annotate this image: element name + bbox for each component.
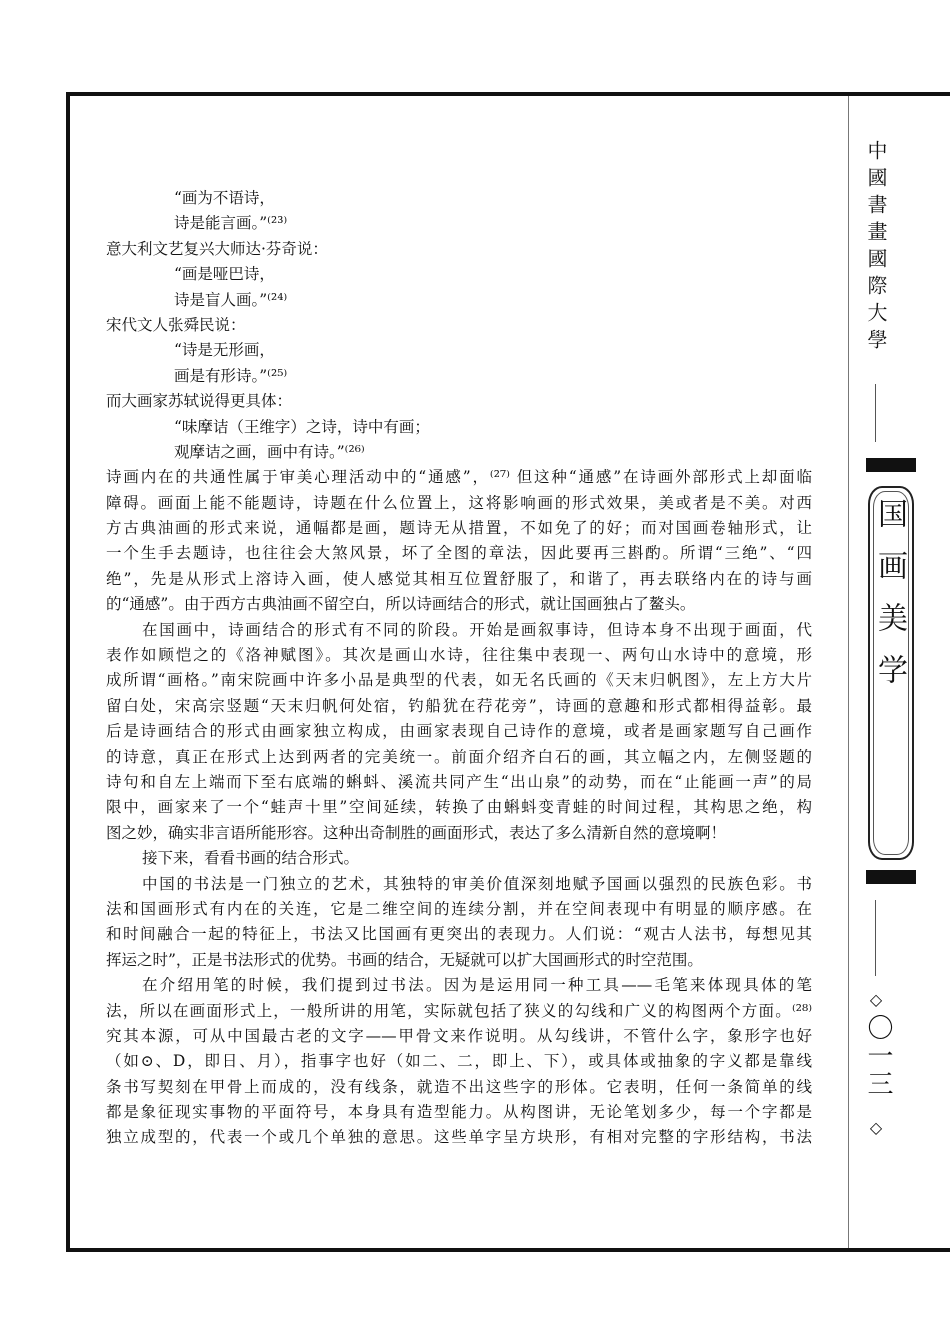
- text-line: 限中，画家来了一个“蛙声十里”空间延续，转换了由蝌蚪变青蛙的时间过程，其构思之绝，构: [106, 798, 812, 817]
- page-frame-top: [66, 92, 950, 96]
- text-line: 障碍。画面上能不能题诗，诗题在什么位置上，这将影响画的形式效果，美或者是不美。对西: [106, 493, 812, 512]
- panel-bar-bottom: [866, 870, 916, 884]
- text-line: 都是象征现实事物的平面符号，本身具有造型能力。从构图讲，无论笔划多少，每一个字都是: [106, 1103, 812, 1122]
- text-line: 法，所以在画面形式上，一般所讲的用笔，实际就包括了狭义的勾线和广义的构图两个方面。⁽²⁸⁾: [106, 1001, 812, 1020]
- text-line: 接下来，看看书画的结合形式。: [142, 849, 360, 868]
- text-line: 诗是能言画。”⁽²³⁾: [174, 214, 288, 233]
- text-line: 诗画内在的共通性属于审美心理活动中的“通感”，⁽²⁷⁾ 但这种“通感”在诗画外部形式上却面临: [106, 468, 812, 487]
- text-line: 中国的书法是一门独立的艺术，其独特的审美价值深刻地赋予国画以强烈的民族色彩。书: [142, 874, 812, 893]
- page-frame-bottom: [66, 1248, 950, 1252]
- book-title-panel: [866, 458, 916, 884]
- text-line: 方古典油画的形式来说，通幅都是画，题诗无从措置，不如免了的好；而对国画卷轴形式，让: [106, 519, 812, 538]
- text-line: 诗句和自左上端而下至右底端的蝌蚪、溪流共同产生“出山泉”的动势，而在“止能画一声”的局: [106, 772, 812, 791]
- side-connector-bottom: [875, 900, 876, 976]
- text-line: 在介绍用笔的时候，我们提到过书法。因为是运用同一种工具——毛笔来体现具体的笔: [142, 976, 812, 995]
- text-line: 画是有形诗。”⁽²⁵⁾: [174, 366, 288, 385]
- school-name: 中國書畫國際大學: [864, 140, 888, 356]
- page-number: 〇一三: [863, 1014, 893, 1098]
- text-line: 和时间融合一起的特征上，书法又比国画有更突出的表现力。人们说：“观古人法书，每想见其: [106, 925, 812, 944]
- text-line: 而大画家苏轼说得更具体：: [106, 392, 293, 411]
- ornament-diamond-bottom: ◇: [869, 1118, 883, 1137]
- text-line: 诗是盲人画。”⁽²⁴⁾: [174, 290, 288, 309]
- body-text: [106, 186, 812, 1151]
- book-title: 国画美学: [872, 498, 907, 706]
- text-line: “画为不语诗，: [174, 189, 275, 207]
- text-line: 挥运之时”，正是书法形式的优势。书画的结合，无疑就可以扩大国画形式的时空范围。: [106, 950, 703, 969]
- text-line: “味摩诘（王维字）之诗，诗中有画；: [174, 417, 430, 436]
- margin-divider: [848, 96, 849, 1248]
- panel-bar-top: [866, 458, 916, 472]
- text-line: 法和国画形式有内在的关连，它是二维空间的连续分割，并在空间表现中有明显的顺序感。在: [106, 899, 812, 918]
- text-line: 观摩诘之画，画中有诗。”⁽²⁶⁾: [174, 442, 365, 461]
- text-line: 条书写契刻在甲骨上而成的，没有线条，就造不出这些字的形体。它表明，任何一条简单的线: [106, 1077, 812, 1096]
- text-line: 成所谓“画格。”南宋院画中许多小品是典型的代表，如无名氏画的《天末归帆图》，左上方大片: [106, 671, 812, 690]
- page-frame-left: [66, 92, 70, 1252]
- text-line: 图之妙，确实非言语所能形容。这种出奇制胜的画面形式，表达了多么清新自然的意境啊！: [106, 823, 727, 842]
- text-line: 的“通感”。由于西方古典油画不留空白，所以诗画结合的形式，就让国画独占了鳌头。: [106, 595, 696, 614]
- text-line: 表作如顾恺之的《洛神赋图》。其次是画山水诗，往往集中表现一、两句山水诗中的意境，形: [106, 646, 812, 665]
- text-line: 宋代文人张舜民说：: [106, 315, 246, 334]
- text-line: 独立成型的，代表一个或几个单独的意思。这些单字呈方块形，有相对完整的字形结构，书法: [106, 1128, 812, 1147]
- text-line: 绝”，先是从形式上溶诗入画，使人感觉其相互位置舒服了，和谐了，再去联络内在的诗与画: [106, 569, 812, 588]
- text-line: 的诗意，真正在形式上达到两者的完美统一。前面介绍齐白石的画，其立幅之内，左侧竖题的: [106, 747, 812, 766]
- text-line: 意大利文艺复兴大师达·芬奇说：: [106, 239, 328, 258]
- text-line: 究其本源，可从中国最古老的文字——甲骨文来作说明。从勾线讲，不管什么字，象形字也好: [106, 1026, 812, 1045]
- text-line: 留白处，宋高宗竖题“天末归帆何处宿，钓船犹在荇花旁”，诗画的意趣和形式都相得益彰。最: [106, 696, 812, 715]
- text-line: 后是诗画结合的形式由画家独立构成，由画家表现自己诗作的意境，或者是画家题写自己画作: [106, 722, 812, 741]
- side-connector-top: [875, 384, 876, 442]
- text-line: （如⊙、D，即日、月），指事字也好（如二、二，即上、下），或具体或抽象的字义都是靠线: [106, 1052, 812, 1071]
- text-line: “画是哑巴诗，: [174, 265, 275, 284]
- text-line: “诗是无形画，: [174, 341, 275, 360]
- ornament-diamond-top: ◇: [869, 990, 883, 1009]
- text-line: 在国画中，诗画结合的形式有不同的阶段。开始是画叙事诗，但诗本身不出现于画面，代: [142, 620, 812, 639]
- text-line: 一个生手去题诗，也往往会大煞风景，坏了全图的章法，因此要再三斟酌。所谓“三绝”、“四: [106, 544, 812, 563]
